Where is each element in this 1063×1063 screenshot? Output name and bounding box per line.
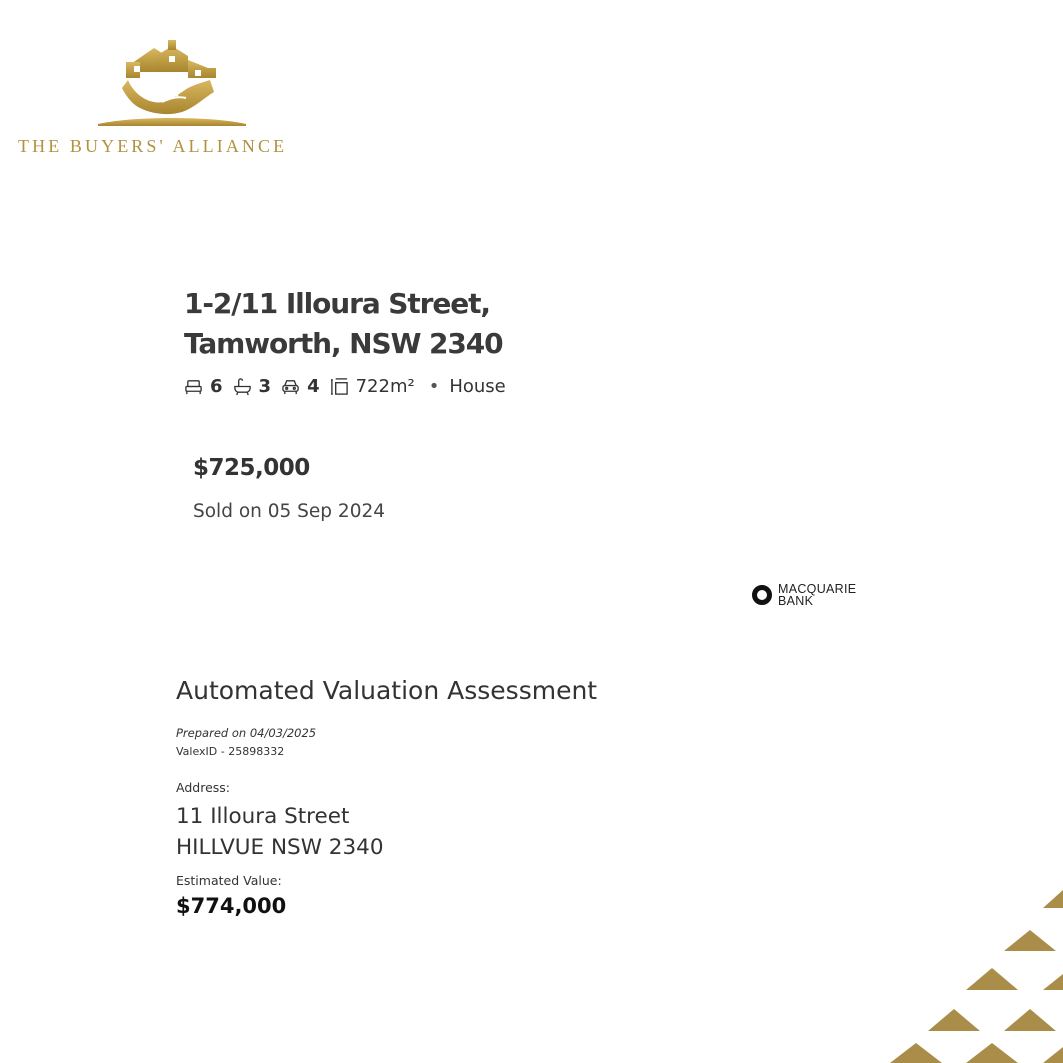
buyers-alliance-logo xyxy=(0,0,360,170)
brand-name: THE BUYERS' ALLIANCE xyxy=(18,136,288,156)
address-label: Address: xyxy=(176,780,230,795)
sale-info xyxy=(193,455,385,522)
land-size-icon xyxy=(330,377,349,396)
listing-address xyxy=(184,284,506,364)
land-size-value: 722m² xyxy=(355,376,415,397)
macquarie-bank-logo xyxy=(752,583,856,607)
property-type: House xyxy=(449,376,506,397)
listing-address-line1: 1-2/11 Illoura Street, xyxy=(184,287,490,320)
bank-name-line2: BANK xyxy=(778,594,814,608)
car-spaces-feature xyxy=(281,376,320,397)
bath-icon xyxy=(233,377,252,396)
property-features xyxy=(184,376,506,397)
bathrooms-feature xyxy=(233,376,272,397)
valuation-assessment xyxy=(176,676,597,918)
bank-name-line1: MACQUARIE xyxy=(778,582,857,596)
valuation-address-line1: 11 Illoura Street xyxy=(176,804,350,829)
macquarie-ring-icon xyxy=(752,585,772,605)
estimated-value-label: Estimated Value: xyxy=(176,873,282,888)
estimated-value: $774,000 xyxy=(176,894,287,918)
bathrooms-count: 3 xyxy=(258,376,272,397)
bank-name xyxy=(778,583,856,607)
land-size-feature xyxy=(330,376,415,397)
bed-icon xyxy=(184,377,203,396)
listing-summary xyxy=(184,284,506,397)
sold-date: Sold on 05 Sep 2024 xyxy=(193,501,386,522)
feature-separator: • xyxy=(428,376,440,397)
valuation-address-line2: HILLVUE NSW 2340 xyxy=(176,835,384,860)
listing-address-line2: Tamworth, NSW 2340 xyxy=(184,327,503,360)
bedrooms-count: 6 xyxy=(210,376,223,397)
sale-price: $725,000 xyxy=(193,455,310,481)
prepared-date: Prepared on 04/03/2025 xyxy=(176,726,317,740)
bedrooms-feature xyxy=(184,376,223,397)
house-handshake-icon xyxy=(92,38,252,130)
valex-id: ValexID - 25898332 xyxy=(176,745,285,758)
valuation-title: Automated Valuation Assessment xyxy=(176,676,598,705)
car-icon xyxy=(281,377,300,396)
gold-triangles-pattern xyxy=(880,880,1063,1063)
car-spaces-count: 4 xyxy=(307,376,320,397)
